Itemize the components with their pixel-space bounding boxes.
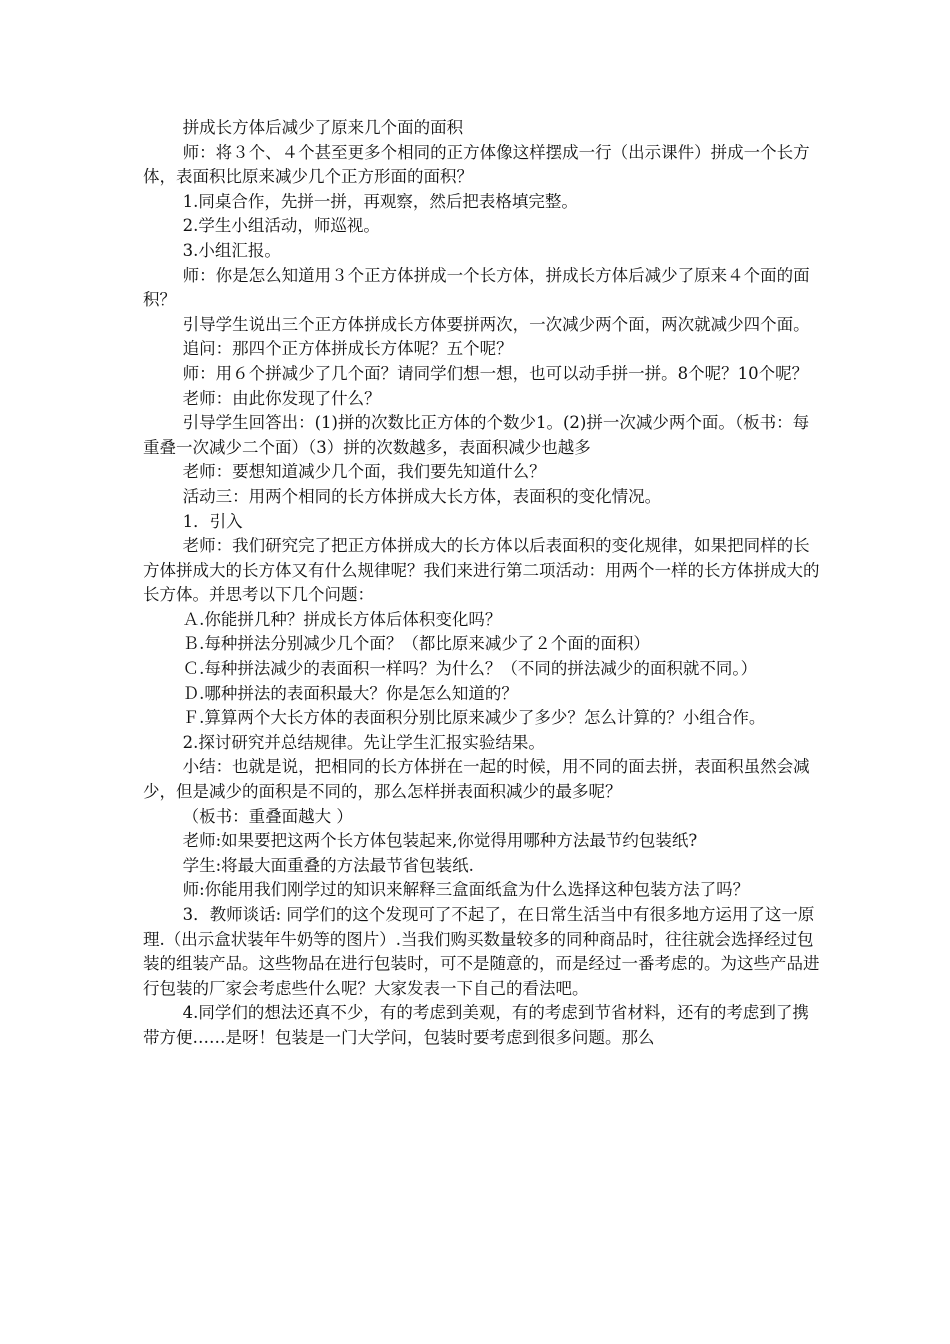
paragraph: 师：将３个、４个甚至更多个相同的正方体像这样摆成一行（出示课件）拼成一个长方体，表面积比原来减少几个正方形面的面积？ (143, 142, 810, 187)
paragraph: Ｂ.每种拼法分别减少几个面？（都比原来减少了２个面的面积） (182, 634, 650, 654)
paragraph: Ｄ.哪种拼法的表面积最大？你是怎么知道的？ (182, 683, 518, 703)
paragraph: Ｃ.每种拼法减少的表面积一样吗？为什么？（不同的拼法减少的面积就不同。） (182, 659, 758, 679)
paragraph: 追问：那四个正方体拼成长方体呢？五个呢？ (182, 339, 513, 359)
paragraph: 1.同桌合作，先拼一拼，再观察，然后把表格填完整。 (182, 191, 578, 211)
paragraph: 老师：由此你发现了什么？ (182, 388, 381, 408)
document-body (143, 116, 823, 1051)
paragraph: 老师：要想知道减少几个面，我们要先知道什么？ (182, 462, 546, 482)
paragraph: 活动三：用两个相同的长方体拼成大长方体，表面积的变化情况。 (182, 486, 662, 506)
paragraph: Ａ.你能拼几种？拼成长方体后体积变化吗？ (182, 609, 502, 629)
paragraph: 3.小组汇报。 (182, 240, 281, 260)
paragraph: 引导学生说出三个正方体拼成长方体要拼两次，一次减少两个面，两次就减少四个面。 (182, 314, 810, 334)
paragraph: 老师:如果要把这两个长方体包装起来,你觉得用哪种方法最节约包装纸? (182, 831, 698, 851)
paragraph: 4.同学们的想法还真不少，有的考虑到美观，有的考虑到节省材料，还有的考虑到了携带方便……是呀！包装是一门大学问，包装时要考虑到很多问题。那么 (143, 1003, 809, 1047)
paragraph: 1．引入 (182, 511, 243, 531)
paragraph: Ｆ.算算两个大长方体的表面积分别比原来减少了多少？怎么计算的？小组合作。 (182, 708, 766, 728)
paragraph: 2.学生小组活动，师巡视。 (182, 216, 380, 236)
paragraph: 小结：也就是说，把相同的长方体拼在一起的时候，用不同的面去拼，表面积虽然会减少，但是减少的面积是不同的，那么怎样拼表面积减少的最多呢？ (143, 757, 810, 802)
paragraph: （板书：重叠面越大 ） (182, 806, 353, 826)
paragraph: 师：你是怎么知道用３个正方体拼成一个长方体，拼成长方体后减少了原来４个面的面积？ (143, 265, 810, 310)
paragraph: 2.探讨研究并总结规律。先让学生汇报实验结果。 (182, 732, 545, 752)
paragraph: 老师：我们研究完了把正方体拼成大的长方体以后表面积的变化规律，如果把同样的长方体拼成大的长方体又有什么规律呢？我们来进行第二项活动：用两个一样的长方体拼成大的长方体。并思考以下几个问题： (143, 536, 820, 605)
paragraph: 拼成长方体后减少了原来几个面的面积 (182, 118, 464, 137)
paragraph: 师：用６个拼减少了几个面？请同学们想一想，也可以动手拼一拼。8个呢？10个呢？ (182, 363, 809, 383)
paragraph: 师:你能用我们刚学过的知识来解释三盒面纸盒为什么选择这种包装方法了吗？ (182, 880, 750, 900)
paragraph: 引导学生回答出：(1)拼的次数比正方体的个数少1。(2)拼一次减少两个面。（板书：每重叠一次减少二个面）（3）拼的次数越多，表面积减少也越多 (143, 413, 810, 457)
paragraph: 3．教师谈话: 同学们的这个发现可了不起了，在日常生活当中有很多地方运用了这一原理.（出示盒状装年牛奶等的图片）.当我们购买数量较多的同种商品时，往往就会选择经过包装的组装产品。这些物品在进行包装时，可不是随意的，而是经过一番考虑的。为这些产品进行包装的厂家会考虑些什么呢？大家发表一下自己的看法吧。 (143, 905, 820, 998)
paragraph: 学生:将最大面重叠的方法最节省包装纸. (182, 855, 474, 875)
